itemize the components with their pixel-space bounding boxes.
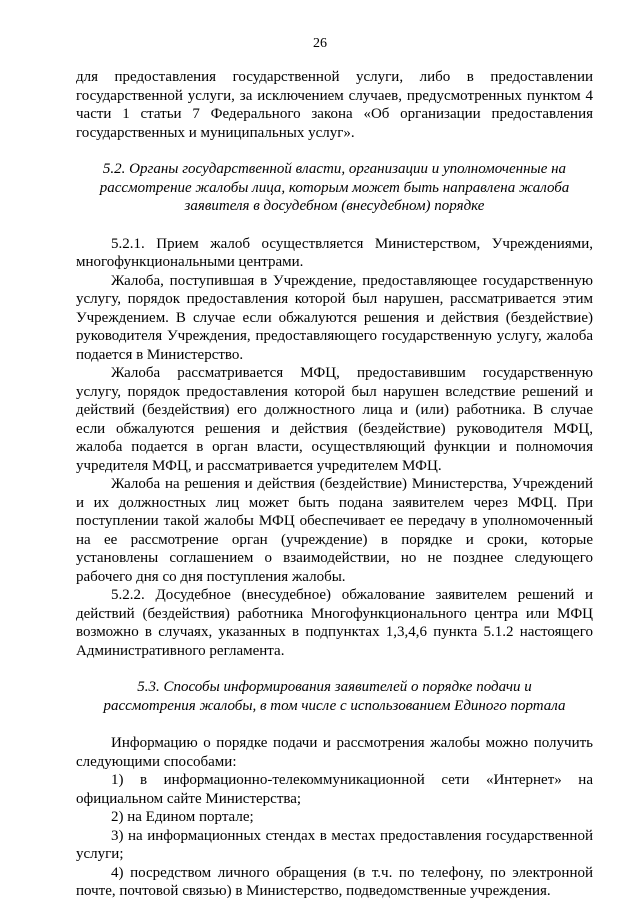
heading-line: заявителя в досудебном (внесудебном) порядке [184, 198, 485, 214]
paragraph-continuation [76, 68, 593, 142]
text-line: услугу, порядок предоставления которой был нарушен вследствие решений и [76, 383, 593, 400]
list-item-4 [76, 864, 593, 901]
text-line: Информацию о порядке подачи и рассмотрения жалобы можно получить [111, 735, 593, 751]
text-line: государственных и муниципальных услуг». [76, 124, 355, 141]
text-line: на ее рассмотрение орган (учреждение) в порядке и сроки, которые [76, 531, 593, 548]
text-line: и их должностных лиц может быть подана заявителем через МФЦ. При [76, 494, 593, 511]
heading-line: рассмотрения жалобы, в том числе с использованием Единого портала [103, 697, 566, 714]
text-line: рабочего дня со дня поступления жалобы. [76, 568, 346, 585]
text-line: руководителя Учреждения, предоставляющего государственную услугу, жалоба [76, 328, 593, 344]
paragraph-5-2-1 [76, 235, 593, 272]
text-line: части 1 статьи 7 Федерального закона «Об организации предоставления [76, 106, 593, 122]
text-line: многофункциональными центрами. [76, 254, 304, 270]
text-line: услуги; [76, 846, 124, 862]
text-line: Учреждением. В случае если обжалуются решения и действия (бездействие) [76, 309, 593, 326]
paragraph-complaint-institution [76, 272, 593, 365]
paragraph-info-intro [76, 734, 593, 771]
page-number: 26 [313, 36, 327, 51]
list-item-2 [76, 808, 593, 827]
text-line: 5.2.2. Досудебное (внесудебное) обжалование заявителем решений и [111, 587, 593, 603]
text-line: услугу, порядок предоставления которой был нарушен, рассматривается этим [76, 291, 593, 307]
text-line: почте, почтовой связью) в Министерство, подведомственные учреждения. [76, 883, 551, 899]
text-line: установлены соглашением о взаимодействии, но не позднее следующего [76, 550, 593, 566]
text-line: государственной услуги, за исключением случаев, предусмотренных пунктом 4 [76, 87, 593, 104]
text-line: действий (бездействия) работника Многофункционального центра или МФЦ [76, 605, 593, 622]
text-line: официальном сайте Министерства; [76, 790, 302, 807]
list-item-3 [76, 827, 593, 864]
text-line: 5.2.1. Прием жалоб осуществляется Министерством, Учреждениями, [111, 235, 593, 252]
heading-line: рассмотрение жалобы лица, которым может быть направлена жалоба [99, 179, 570, 196]
text-line: поступлении такой жалобы МФЦ обеспечивает ее передачу в уполномоченный [76, 513, 593, 529]
text-line: 4) посредством личного обращения (в т.ч. по телефону, по электронной [111, 864, 593, 881]
text-line: жалоба подается в орган власти, осуществляющий функции и полномочия [76, 439, 593, 455]
section-heading-5-3 [76, 678, 593, 715]
text-line: возможно в случаях, указанных в подпунктах 1,3,4,6 пункта 5.1.2 настоящего [76, 624, 593, 640]
text-line: подается в Министерство. [76, 346, 244, 363]
heading-line: 5.3. Способы информирования заявителей о порядке подачи и [137, 679, 532, 695]
list-item-1 [76, 771, 593, 808]
paragraph-complaint-mfc [76, 364, 593, 475]
text-line: 1) в информационно-телекоммуникационной сети «Интернет» на [111, 772, 593, 788]
page-content [76, 68, 593, 901]
text-line: если обжалуются решения и действия (бездействие) руководителя МФЦ, [76, 420, 593, 437]
text-line: для предоставления государственной услуги, либо в предоставлении [76, 69, 593, 85]
text-line: действий (бездействия) его должностного лица и (или) работника. В случае [76, 402, 593, 418]
paragraph-5-2-2 [76, 586, 593, 660]
text-line: учредителя МФЦ, и рассматривается учредителем МФЦ. [76, 457, 442, 474]
section-heading-5-2 [76, 160, 593, 216]
text-line: Жалоба на решения и действия (бездействие) Министерства, Учреждений [111, 476, 593, 492]
text-line: 2) на Едином портале; [111, 809, 254, 825]
text-line: Жалоба рассматривается МФЦ, предоставившим государственную [111, 365, 593, 381]
text-line: Административного регламента. [76, 642, 285, 659]
paragraph-complaint-ministry [76, 475, 593, 586]
heading-line: 5.2. Органы государственной власти, организации и уполномоченные на [102, 161, 567, 177]
text-line: следующими способами: [76, 753, 237, 770]
text-line: Жалоба, поступившая в Учреждение, предоставляющее государственную [111, 272, 593, 289]
text-line: 3) на информационных стендах в местах предоставления государственной [111, 827, 593, 844]
